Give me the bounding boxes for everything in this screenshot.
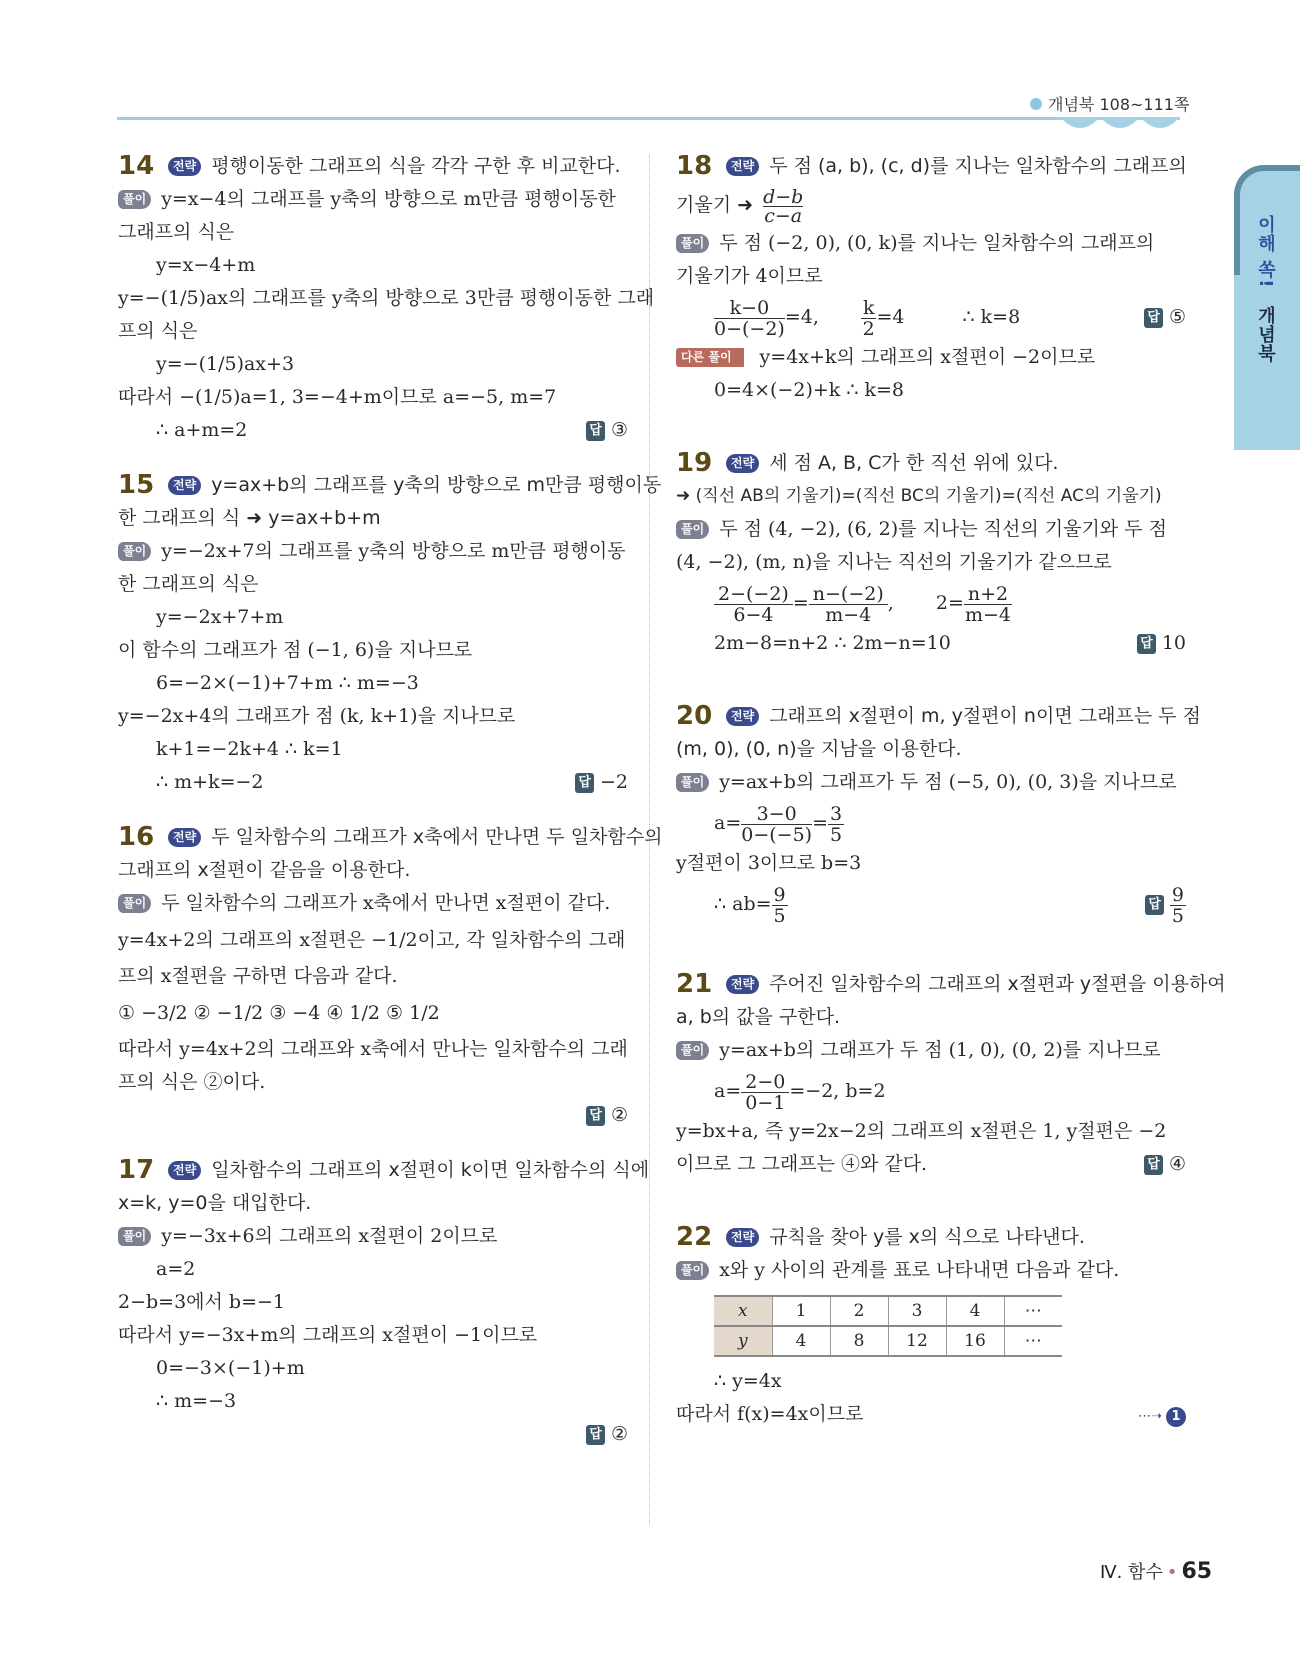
solution-line: 따라서 y=4x+2의 그래프와 x축에서 만나는 일차함수의 그래 [118, 1038, 628, 1060]
solution-line: y=−3x+6의 그래프의 x절편이 2이므로 [161, 1225, 498, 1247]
answer-badge: 답 [586, 1106, 605, 1126]
strategy-text: ➜ (직선 AB의 기울기)=(직선 BC의 기울기)=(직선 AC의 기울기) [676, 486, 1162, 506]
equation-line: 0=−3×(−1)+m [156, 1357, 305, 1379]
problem-22 [676, 1221, 1186, 1431]
solution-line: 따라서 −(1/5)a=1, 3=−4+m이므로 a=−5, m=7 [118, 386, 557, 408]
solution-line: 2−b=3에서 b=−1 [118, 1291, 286, 1313]
bullet-dot-icon: • [1166, 1562, 1178, 1583]
table-row [714, 1326, 1062, 1356]
problem-number: 17 [118, 1155, 155, 1185]
strategy-text: a, b의 값을 구한다. [676, 1006, 841, 1028]
table-row [714, 1296, 1062, 1326]
solution-line: y=−(1/5)ax의 그래프를 y축의 방향으로 3만큼 평행이동한 그래 [118, 287, 655, 309]
solution-line: 이 함수의 그래프가 점 (−1, 6)을 지나므로 [118, 639, 473, 661]
choices-line: ① −3/2 ② −1/2 ③ −4 ④ 1/2 ⑤ 1/2 [118, 1002, 440, 1024]
table-cell: 8 [830, 1326, 888, 1356]
strategy-text: 주어진 일차함수의 그래프의 x절편과 y절편을 이용하여 [769, 973, 1226, 995]
answer-badge: 답 [1137, 634, 1156, 654]
strategy-text: 세 점 A, B, C가 한 직선 위에 있다. [769, 452, 1059, 474]
problem-15 [118, 469, 662, 799]
fraction: $\frac{2-0}{0-1}$ [741, 1072, 789, 1113]
header-rule [117, 117, 1180, 120]
conclusion-line: ∴ m=−3 [156, 1390, 237, 1412]
page-number: 65 [1181, 1559, 1213, 1584]
conclusion-line: ∴ a+m=2 [156, 419, 248, 441]
solution-badge: 풀이 [118, 190, 151, 209]
table-cell: 16 [946, 1326, 1004, 1356]
strategy-text: 두 일차함수의 그래프가 x축에서 만나면 두 일차함수의 [211, 826, 663, 848]
strategy-badge: 전략 [168, 1161, 201, 1180]
strategy-text: y=ax+b의 그래프를 y축의 방향으로 m만큼 평행이동 [211, 474, 662, 496]
solution-line: 프의 x절편을 구하면 다음과 같다. [118, 965, 398, 987]
equation-line: y=x−4+m [156, 254, 256, 276]
step-number-icon: 1 [1166, 1407, 1186, 1427]
problem-number: 22 [676, 1222, 713, 1252]
equation-line: $\frac{k-0}{0-(-2)}$ =4, $\frac{k}{2}$ =4 ∴ k=8 답 ⑤ [676, 293, 1186, 341]
equation-line: y=−2x+7+m [156, 606, 284, 628]
answer-badge: 답 [1144, 308, 1163, 328]
answer: 답 ④ [1144, 1148, 1186, 1181]
solution-line: (4, −2), (m, n)을 지나는 직선의 기울기가 같으므로 [676, 551, 1112, 573]
strategy-text: 두 점 (a, b), (c, d)를 지나는 일차함수의 그래프의 [769, 155, 1187, 177]
step-marker [1138, 1398, 1186, 1433]
strategy-badge: 전략 [168, 476, 201, 495]
strategy-text: (m, 0), (0, n)을 지남을 이용한다. [676, 738, 962, 760]
problem-number: 20 [676, 701, 713, 731]
equation-line: a=2 [156, 1258, 196, 1280]
fraction: $\frac{9}{5}$ [773, 883, 786, 927]
solution-line: y=x−4의 그래프를 y축의 방향으로 m만큼 평행이동한 [161, 188, 616, 210]
solution-badge: 풀이 [676, 1261, 709, 1280]
strategy-text: 그래프의 x절편이 m, y절편이 n이면 그래프는 두 점 [769, 705, 1201, 727]
solution-line: y=4x+k의 그래프의 x절편이 −2이므로 [759, 346, 1096, 368]
problem-number: 16 [118, 822, 155, 852]
fraction: $\frac{3-0}{0-(-5)}$ [741, 802, 813, 846]
solution-line: y=ax+b의 그래프가 두 점 (1, 0), (0, 2)를 지나므로 [719, 1039, 1161, 1061]
strategy-badge: 전략 [168, 828, 201, 847]
bullet-dot-icon [1030, 98, 1042, 110]
left-column [118, 150, 663, 1451]
problem-number: 19 [676, 448, 713, 478]
answer: 답 ⑤ [1144, 293, 1186, 341]
equation-line: y=−(1/5)ax+3 [156, 353, 295, 375]
solution-line: y=bx+a, 즉 y=2x−2의 그래프의 x절편은 1, y절편은 −2 [676, 1120, 1167, 1142]
solution-line: 따라서 y=−3x+m의 그래프의 x절편이 −1이므로 [118, 1324, 538, 1346]
solution-badge: 풀이 [676, 1041, 709, 1060]
fraction: $\frac{9}{5}$ [1171, 883, 1184, 927]
dotted-arrow-icon: ⋯➝ [1138, 1409, 1162, 1424]
problem-number: 18 [676, 151, 713, 181]
strategy-text: 그래프의 x절편이 같음을 이용한다. [118, 859, 411, 881]
equation-line: a= $\frac{3-0}{0-(-5)}$ = $\frac{3}{5}$ [714, 802, 843, 846]
fraction: $\frac{3}{5}$ [830, 802, 843, 846]
solution-badge: 풀이 [676, 520, 709, 539]
problem-number: 21 [676, 969, 713, 999]
problem-number: 14 [118, 151, 155, 181]
solution-badge: 풀이 [118, 542, 151, 561]
xy-table [714, 1295, 1062, 1357]
solution-line: y=−2x+7의 그래프를 y축의 방향으로 m만큼 평행이동 [161, 540, 626, 562]
equation-line: 0=4×(−2)+k ∴ k=8 [714, 379, 904, 401]
solution-line: 두 점 (−2, 0), (0, k)를 지나는 일차함수의 그래프의 [719, 232, 1155, 254]
table-header: y [714, 1326, 772, 1356]
conclusion-line: 2m−8=n+2 ∴ 2m−n=10 [714, 632, 951, 654]
solution-line: y=−2x+4의 그래프가 점 (k, k+1)을 지나므로 [118, 705, 516, 727]
strategy-badge: 전략 [726, 975, 759, 994]
table-cell: ⋯ [1004, 1326, 1062, 1356]
strategy-badge: 전략 [726, 157, 759, 176]
problem-19 [676, 447, 1186, 660]
conclusion-line: ∴ m+k=−2 [156, 771, 264, 793]
fraction: $\frac{k-0}{0-(-2)}$ [714, 296, 785, 340]
solution-line: y=ax+b의 그래프가 두 점 (−5, 0), (0, 3)을 지나므로 [719, 771, 1177, 793]
solution-badge: 풀이 [118, 894, 151, 913]
solution-line: 두 점 (4, −2), (6, 2)를 지나는 직선의 기울기와 두 점 [719, 518, 1167, 540]
table-cell: ⋯ [1004, 1296, 1062, 1326]
strategy-text: 기울기 ➜ [676, 194, 754, 216]
answer: 답 10 [1137, 627, 1186, 660]
equation-line: ∴ y=4x [714, 1370, 782, 1392]
solution-line: 프의 식은 ②이다. [118, 1071, 266, 1093]
side-tab-label: 이해 쏙! 개념북 [1255, 215, 1276, 363]
strategy-text: 규칙을 찾아 y를 x의 식으로 나타낸다. [769, 1226, 1085, 1248]
strategy-text: 한 그래프의 식 ➜ y=ax+b+m [118, 507, 381, 529]
strategy-badge: 전략 [168, 157, 201, 176]
strategy-text: 일차함수의 그래프의 x절편이 k이면 일차함수의 식에 [211, 1159, 650, 1181]
answer: 답 ③ [586, 414, 628, 447]
problem-number: 15 [118, 470, 155, 500]
slope-fraction: $\frac{d-b}{c-a}$ [763, 185, 804, 227]
problem-14 [118, 150, 655, 447]
fraction: $\frac{n-(-2)}{m-4}$ [809, 584, 888, 625]
equation-line: k+1=−2k+4 ∴ k=1 [156, 738, 343, 760]
strategy-badge: 전략 [726, 454, 759, 473]
solution-badge: 풀이 [676, 234, 709, 253]
equation-line: a= $\frac{2-0}{0-1}$ =−2, b=2 [714, 1070, 886, 1114]
strategy-badge: 전략 [726, 707, 759, 726]
chapter-label: Ⅳ. 함수 [1100, 1562, 1163, 1583]
right-column [676, 150, 1226, 1431]
solution-line: 두 일차함수의 그래프가 x축에서 만나면 x절편이 같다. [161, 892, 611, 914]
answer-badge: 답 [586, 1425, 605, 1445]
concept-book-reference: 개념북 108~111쪽 [1030, 92, 1189, 115]
answer-badge: 답 [575, 773, 594, 793]
table-cell: 4 [946, 1296, 1004, 1326]
answer [1145, 880, 1186, 928]
table-cell: 4 [772, 1326, 830, 1356]
answer-badge: 답 [1145, 895, 1164, 915]
solution-line: 그래프의 식은 [118, 221, 235, 243]
problem-18 [676, 150, 1186, 407]
answer: 답 ② [586, 1099, 628, 1132]
solution-line: y절편이 3이므로 b=3 [676, 852, 862, 874]
solution-line: 한 그래프의 식은 [118, 573, 259, 595]
answer: 답 ② [586, 1418, 628, 1451]
table-cell: 1 [772, 1296, 830, 1326]
problem-20 [676, 700, 1201, 928]
solution-line: y=4x+2의 그래프의 x절편은 −1/2이고, 각 일차함수의 그래 [118, 929, 626, 951]
equation-line: $\frac{2-(-2)}{6-4}$ = $\frac{n-(-2)}{m-4}$ , 2= $\frac{n+2}{m-4}$ [676, 579, 1186, 627]
strategy-text: 평행이동한 그래프의 식을 각각 구한 후 비교한다. [211, 155, 621, 177]
solution-line: 이므로 그 그래프는 ④와 같다. [676, 1153, 928, 1175]
solution-line: x와 y 사이의 관계를 표로 나타내면 다음과 같다. [719, 1259, 1120, 1281]
answer-badge: 답 [1144, 1155, 1163, 1175]
table-cell: 3 [888, 1296, 946, 1326]
fraction: $\frac{n+2}{m-4}$ [964, 582, 1012, 626]
page-footer [1100, 1558, 1212, 1584]
scallop-decoration-icon [1060, 117, 1180, 135]
table-header: x [714, 1296, 772, 1326]
problem-17 [118, 1154, 650, 1451]
problem-16 [118, 821, 663, 1132]
solution-line: 따라서 f(x)=4x이므로 [676, 1403, 864, 1425]
fraction: $\frac{k}{2}$ [862, 296, 875, 340]
equation-line: 6=−2×(−1)+7+m ∴ m=−3 [156, 672, 419, 694]
table-cell: 2 [830, 1296, 888, 1326]
fraction: $\frac{2-(-2)}{6-4}$ [714, 584, 793, 625]
alt-solution-badge: 다른 풀이 [676, 348, 744, 367]
solution-badge: 풀이 [118, 1227, 151, 1246]
answer-badge: 답 [586, 421, 605, 441]
solution-line: 프의 식은 [118, 320, 198, 342]
table-cell: 12 [888, 1326, 946, 1356]
solution-badge: 풀이 [676, 773, 709, 792]
strategy-text: x=k, y=0을 대입한다. [118, 1192, 312, 1214]
solution-line: 기울기가 4이므로 [676, 265, 823, 287]
strategy-badge: 전략 [726, 1228, 759, 1247]
answer: 답 −2 [575, 766, 628, 799]
problem-21 [676, 968, 1226, 1181]
conclusion-line: ∴ ab= $\frac{9}{5}$ 답 $\frac{9}{5}$ [676, 880, 1186, 928]
